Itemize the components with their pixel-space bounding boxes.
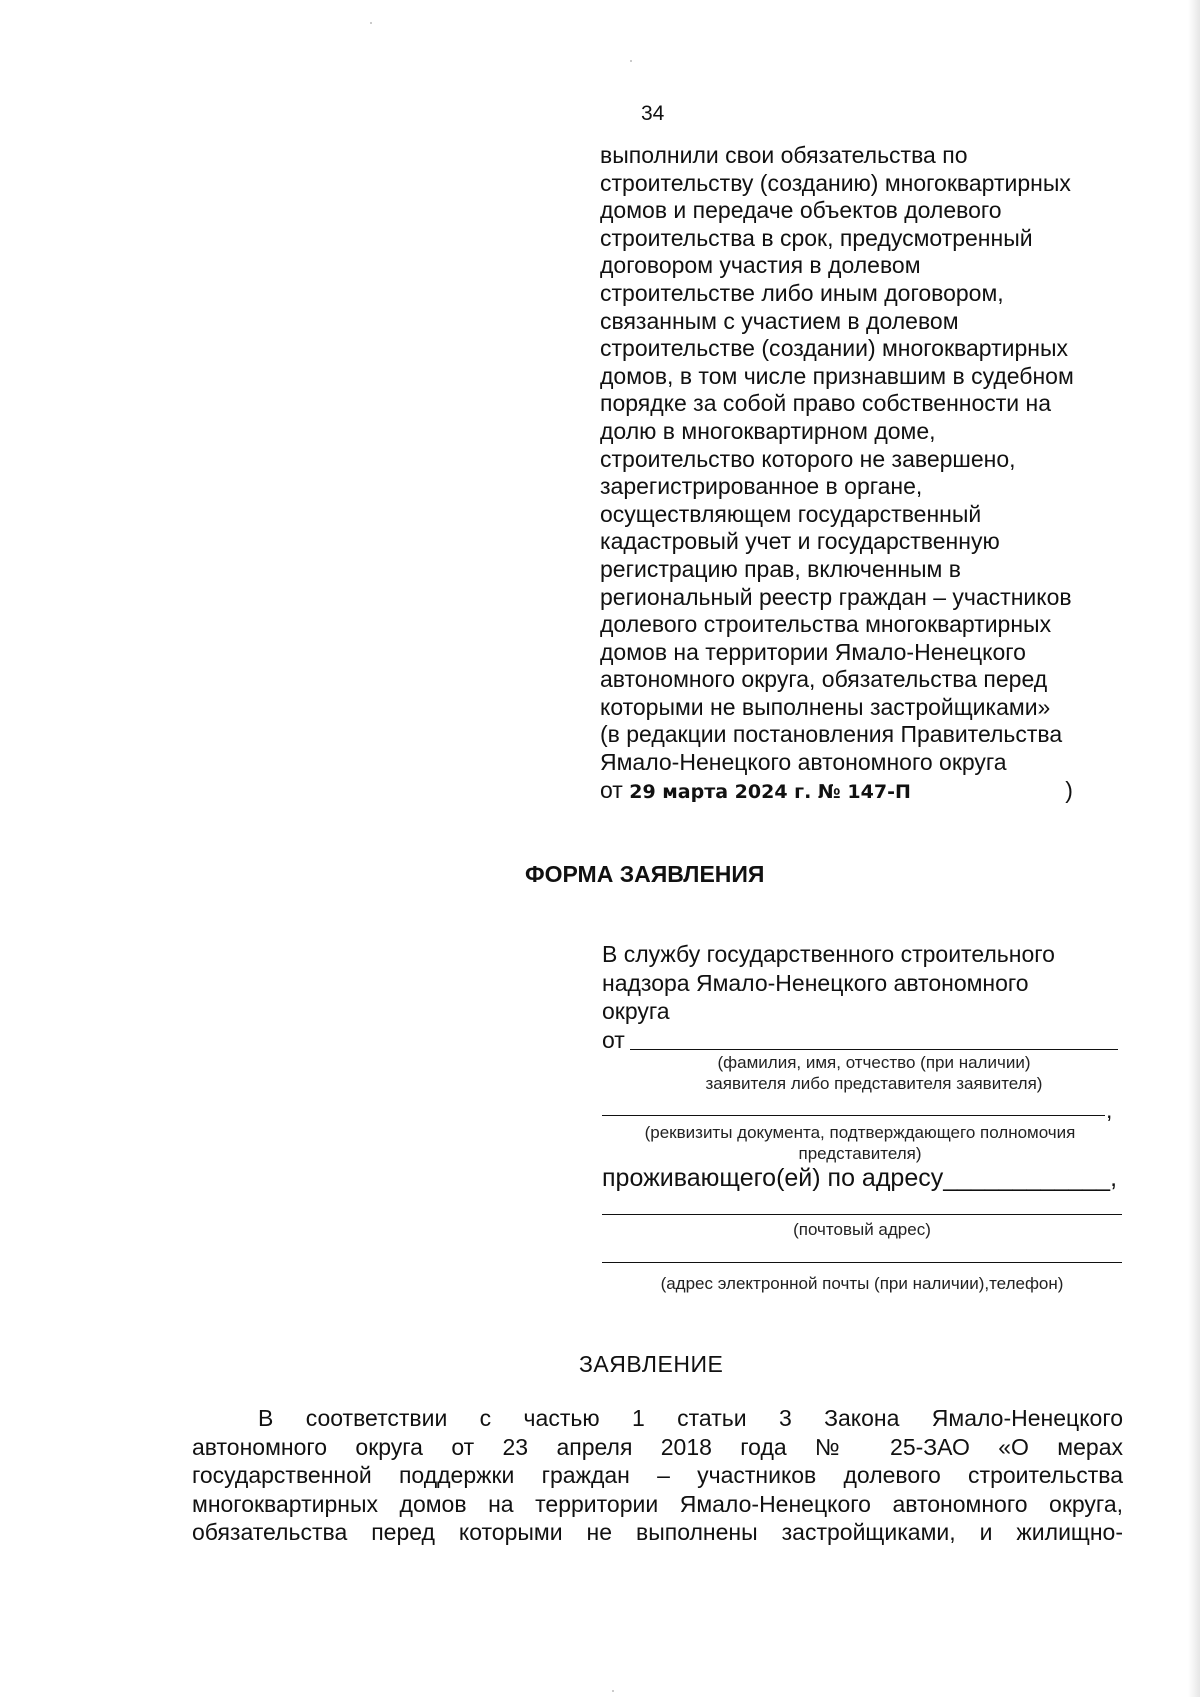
appendix-line: кадастровый учет и государственную — [600, 528, 1000, 555]
body-line: автономного округа от 23 апреля 2018 года № 25-ЗАО «О мерах — [192, 1433, 1123, 1460]
edition-close: ) — [1065, 776, 1073, 803]
appendix-line: связанным с участием в долевом — [600, 307, 959, 334]
body-line: В соответствии с частью 1 статьи 3 Закона Ямало-Ненецкого — [258, 1405, 1123, 1431]
postal-hint: (почтовый адрес) — [793, 1220, 931, 1239]
appendix-line: автономного округа, обязательства перед — [600, 666, 1048, 693]
postal-address-field[interactable] — [602, 1214, 1122, 1215]
edition-date-number: 29 марта 2024 г. № 147-П — [629, 780, 911, 803]
addressee-line: округа — [602, 998, 670, 1024]
appendix-note — [600, 142, 1140, 806]
appendix-line: договором участия в долевом — [600, 252, 921, 279]
statement-title: ЗАЯВЛЕНИЕ — [579, 1351, 724, 1377]
address-row — [602, 1163, 1117, 1193]
hint-line: (фамилия, имя, отчество (при наличии) — [717, 1053, 1031, 1072]
applicant-hint — [630, 1052, 1118, 1094]
appendix-line: домов и передаче объектов долевого — [600, 197, 1002, 224]
scan-speck — [630, 60, 632, 62]
appendix-line: домов, в том числе признавшим в судебном — [600, 362, 1074, 389]
appendix-line: зарегистрированное в органе, — [600, 473, 923, 500]
contacts-field[interactable] — [602, 1262, 1122, 1263]
appendix-line: строительства в срок, предусмотренный — [600, 224, 1033, 251]
addressee-line: В службу государственного строительного — [602, 941, 1055, 967]
body-line: государственной поддержки граждан – участников долевого строительства — [192, 1462, 1123, 1489]
authority-comma: , — [1106, 1097, 1113, 1123]
appendix-line: регистрацию прав, включенным в — [600, 555, 961, 582]
scan-speck — [370, 22, 372, 24]
authority-document-field[interactable] — [602, 1115, 1105, 1116]
appendix-line: осуществляющем государственный — [600, 500, 982, 527]
addressee-block — [602, 940, 1122, 1026]
page-edge-shadow — [1188, 0, 1200, 1697]
authority-hint — [600, 1122, 1120, 1164]
edition-prefix: от — [600, 776, 623, 803]
statement-body — [192, 1404, 1123, 1547]
from-label: от — [602, 1027, 625, 1053]
form-title: ФОРМА ЗАЯВЛЕНИЯ — [525, 861, 765, 887]
appendix-line: строительстве (создании) многоквартирных — [600, 335, 1068, 362]
applicant-name-field[interactable] — [630, 1049, 1118, 1050]
appendix-line: выполнили свои обязательства по — [600, 142, 968, 168]
hint-line: заявителя либо представителя заявителя) — [705, 1074, 1043, 1093]
address-field[interactable]: ____________, — [943, 1164, 1118, 1192]
appendix-line: строительство которого не завершено, — [600, 445, 1016, 472]
page-number: 34 — [641, 102, 665, 125]
appendix-line: (в редакции постановления Правительства — [600, 721, 1063, 748]
appendix-line: строительству (созданию) многоквартирных — [600, 169, 1071, 196]
body-line: обязательства перед которыми не выполнены застройщиками, и жилищно- — [192, 1519, 1123, 1546]
hint-line: (реквизиты документа, подтверждающего полномочия — [644, 1123, 1076, 1142]
body-line: многоквартирных домов на территории Ямало-Ненецкого автономного округа, — [192, 1490, 1123, 1517]
appendix-line: строительстве либо иным договором, — [600, 279, 1004, 306]
edition-line — [600, 777, 1140, 807]
address-label: проживающего(ей) по адресу — [602, 1164, 944, 1192]
appendix-line: долю в многоквартирном доме, — [600, 417, 936, 444]
appendix-line: домов на территории Ямало-Ненецкого — [600, 638, 1026, 665]
appendix-line: региональный реестр граждан – участников — [600, 583, 1072, 610]
scan-speck — [612, 1690, 614, 1692]
hint-line: представителя) — [798, 1144, 922, 1163]
appendix-line: Ямало-Ненецкого автономного округа — [600, 749, 1007, 776]
contacts-hint: (адрес электронной почты (при наличии),телефон) — [660, 1274, 1064, 1293]
appendix-line: порядке за собой право собственности на — [600, 390, 1052, 417]
addressee-line: надзора Ямало-Ненецкого автономного — [602, 969, 1029, 996]
appendix-line: которыми не выполнены застройщиками» — [600, 693, 1051, 720]
appendix-line: долевого строительства многоквартирных — [600, 611, 1052, 638]
